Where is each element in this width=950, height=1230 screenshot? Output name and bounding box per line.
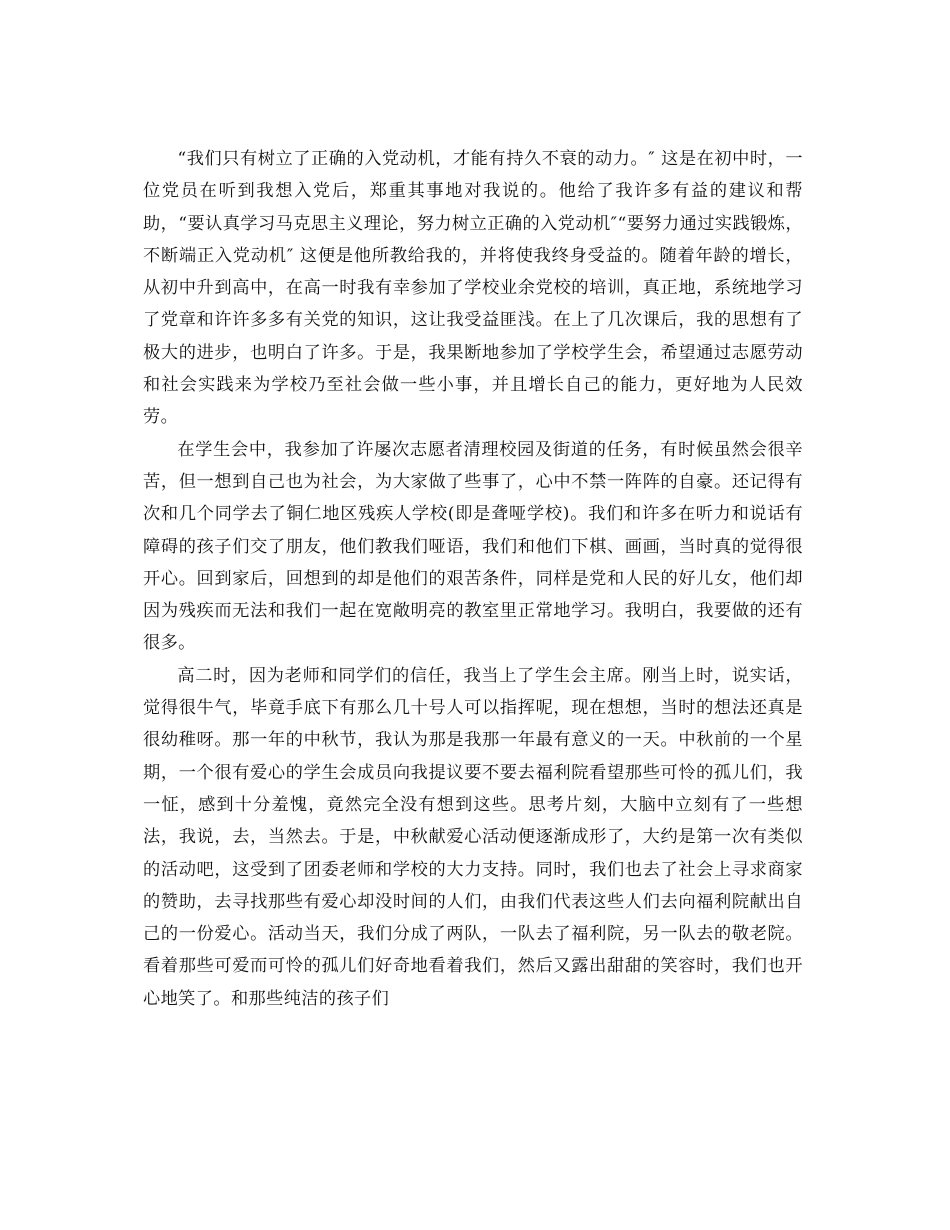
- paragraph: “我们只有树立了正确的入党动机，才能有持久不衰的动力。″ 这是在初中时，一位党员在听到我想入党后，郑重其事地对我说的。他给了我许多有益的建议和帮助，“要认真学习马克思主义理论，努力树立正确的入党动机″“要努力通过实践锻炼，不断端正入党动机″ 这便是他所教给我的，并将使我终身受益的。随着年龄的增长，从初中升到高中，在高一时我有幸参加了学校业余党校的培训，真正地，系统地学习了党章和许许多多有关党的知识，这让我受益匪浅。在上了几次课后，我的思想有了极大的进步，也明白了许多。于是，我果断地参加了学校学生会，希望通过志愿劳动和社会实践来为学校乃至社会做一些小事，并且增长自己的能力，更好地为人民效劳。: [143, 149, 803, 428]
- document-body: [143, 143, 803, 1015]
- paragraph: 在学生会中，我参加了许屡次志愿者清理校园及街道的任务，有时候虽然会很辛苦，但一想到自己也为社会，为大家做了些事了，心中不禁一阵阵的自豪。还记得有次和几个同学去了铜仁地区残疾人学校(即是聋哑学校)。我们和许多在听力和说话有障碍的孩子们交了朋友，他们教我们哑语，我们和他们下棋、画画，当时真的觉得很开心。回到家后，回想到的却是他们的艰苦条件，同样是党和人民的好儿女，他们却因为残疾而无法和我们一起在宽敞明亮的教室里正常地学习。我明白，我要做的还有很多。: [143, 439, 803, 654]
- paragraph: 高二时，因为老师和同学们的信任，我当上了学生会主席。刚当上时，说实话，觉得很牛气，毕竟手底下有那么几十号人可以指挥呢，现在想想，当时的想法还真是很幼稚呀。那一年的中秋节，我认为那是我那一年最有意义的一天。中秋前的一个星期，一个很有爱心的学生会成员向我提议要不要去福利院看望那些可怜的孤儿们，我一怔，感到十分羞愧，竟然完全没有想到这些。思考片刻，大脑中立刻有了一些想法，我说，去，当然去。于是，中秋献爱心活动便逐渐成形了，大约是第一次有类似的活动吧，这受到了团委老师和学校的大力支持。同时，我们也去了社会上寻求商家的赞助，去寻找那些有爱心却没时间的人们，由我们代表这些人们去向福利院献出自己的一份爱心。活动当天，我们分成了两队，一队去了福利院，另一队去的敬老院。看着那些可爱而可怜的孤儿们好奇地看着我们，然后又露出甜甜的笑容时，我们也开心地笑了。和那些纯洁的孩子们: [143, 665, 803, 1009]
